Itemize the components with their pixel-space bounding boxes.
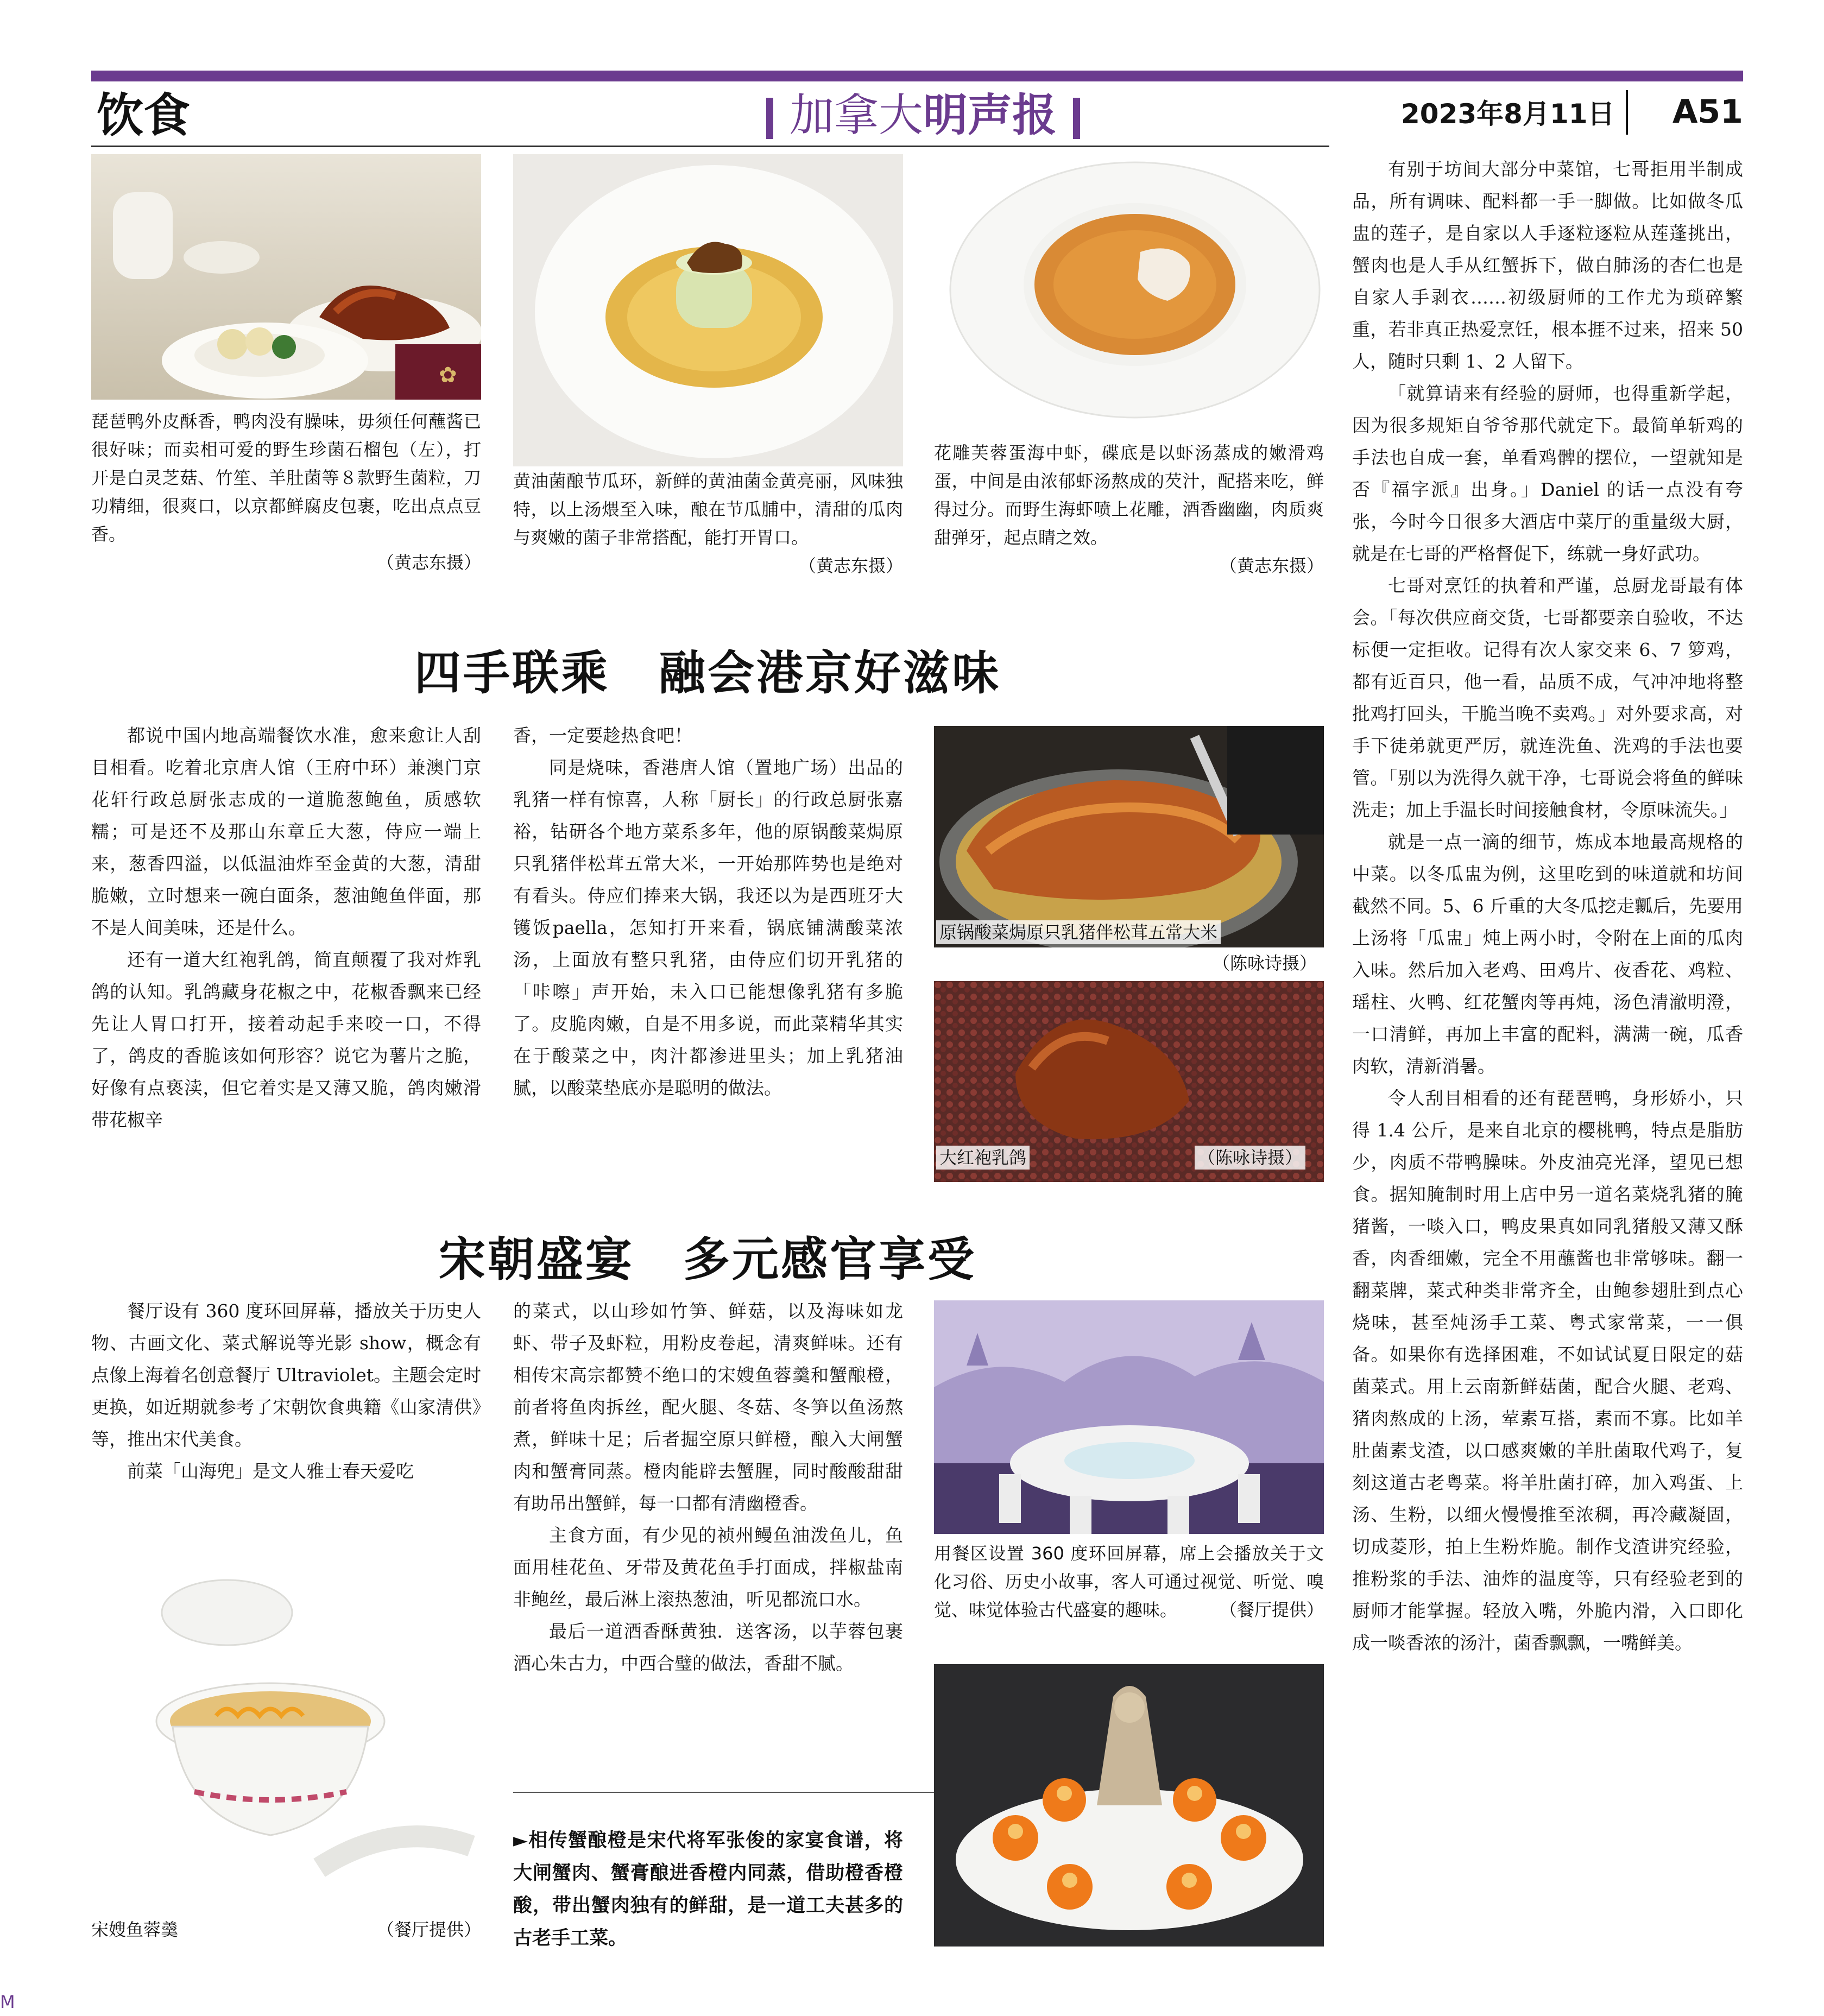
caption-winter-melon-credit: （黄志东摄） xyxy=(798,555,903,576)
photo-pipa-duck xyxy=(91,154,481,400)
article2-col2-para3: 最后一道酒香酥黄独．送客汤，以芋蓉包裹酒心朱古力，中西合璧的做法，香甜不腻。 xyxy=(513,1621,903,1674)
caption-fish-soup-text: 宋嫂鱼蓉羹 xyxy=(91,1919,179,1940)
right-col-para2: 「就算请来有经验的厨师，也得重新学起，因为很多规矩自爷爷那代就定下。最简单斩鸡的手法也自成一套，单看鸡髀的摆位，一望就知是否『福字派』出身。」Daniel 的话一点没有夸张，今时今日很多大酒店中菜厅的重量级大厨，就是在七哥的严格督促下，练就一身好武功。 xyxy=(1352,383,1743,564)
article2-col2-para2: 主食方面，有少见的祯州鳗鱼油泼鱼儿，鱼面用桂花鱼、牙带及黄花鱼手打面成，拌椒盐南非鲍丝，最后淋上滚热葱油，听见都流口水。 xyxy=(513,1525,903,1610)
caption-suckling-pig: 原锅酸菜焗原只乳猪伴松茸五常大米 xyxy=(936,920,1221,944)
right-col-para3: 七哥对烹饪的执着和严谨，总厨龙哥最有体会。「每次供应商交货，七哥都要亲自验收，不达标便一定拒收。记得有次人家交来 6、7 箩鸡，都有近百只，他一看，品质不成，气冲冲地将整批鸡打回头，干脆当晚不卖鸡。」对外要求高，对手下徒弟就更严厉，就连洗鱼、洗鸡的手法也要管。「别以为洗得久就干净，七哥说会将鱼的鲜味洗走；加上手温长时间接触食材，令原味流失。」 xyxy=(1352,575,1743,820)
photo-winter-melon xyxy=(513,154,903,466)
page-number: A51 xyxy=(1672,93,1743,131)
svg-text:✿: ✿ xyxy=(439,363,457,388)
date-separator xyxy=(1626,90,1628,135)
caption-screen-room-text: 用餐区设置 360 度环回屏幕，席上会播放关于文化习俗、历史小故事，客人可通过视觉、听觉、嗅觉、味觉体验古代盛宴的趣味。 xyxy=(934,1543,1324,1620)
masthead xyxy=(733,86,1113,146)
issue-date: 2023年8月11日 xyxy=(1401,98,1615,130)
right-col-para4: 就是一点一滴的细节，炼成本地最高规格的中菜。以冬瓜盅为例，这里吃到的味道就和坊间截然不同。5、6 斤重的大冬瓜挖走瓤后，先要用上汤将「瓜盅」炖上两小时，令附在上面的瓜肉入味。然后加入老鸡、田鸡片、夜香花、鸡粒、瑶柱、火鸭、红花蟹肉等再炖，汤色清澈明澄，一口清鲜，再加上丰富的配料，满满一碗，瓜香肉软，清新消暑。 xyxy=(1352,831,1743,1077)
caption-pigeon-credit: （陈咏诗摄） xyxy=(1195,1146,1305,1170)
masthead-bold: 明声报 xyxy=(923,90,1057,141)
article2-col1-para1: 餐厅设有 360 度环回屏幕，播放关于历史人物、古画文化、菜式解说等光影 show，概念有点像上海着名创意餐厅 Ultraviolet。主题会定时更换，如近期就参考了宋朝饮食典籍《山家清供》等，推出宋代美食。 xyxy=(91,1300,481,1450)
photo-crab-orange xyxy=(934,1664,1324,1947)
caption-suckling-pig-credit: （陈咏诗摄） xyxy=(1212,953,1317,974)
top-color-bar xyxy=(91,71,1743,81)
caption-winter-melon-text: 黄油菌酿节瓜环，新鲜的黄油菌金黄亮丽，风味独特，以上汤煨至入味，酿在节瓜脯中，清甜的瓜肉与爽嫩的菌子非常搭配，能打开胃口。 xyxy=(513,471,903,548)
photo-fish-soup xyxy=(91,1564,481,1911)
masthead-bar-right xyxy=(1073,98,1080,139)
article1-col2-para2: 同是烧味，香港唐人馆（置地广场）出品的乳猪一样有惊喜，人称「厨长」的行政总厨张嘉裕，钻研各个地方菜系多年，他的原锅酸菜焗原只乳猪伴松茸五常大米，一开始那阵势也是绝对有看头。侍应们捧来大锅，我还以为是西班牙大镬饭paella，怎知打开来看，锅底铺满酸菜浓汤，上面放有整只乳猪，由侍应们切开乳猪的「咔嚓」声开始，未入口已能想像乳猪有多脆了。皮脆肉嫩，自是不用多说，而此菜精华其实在于酸菜之中，肉汁都渗进里头；加上乳猪油腻，以酸菜垫底亦是聪明的做法。 xyxy=(513,757,903,1098)
caption-suckling-pig-credit-box xyxy=(934,949,1317,977)
article2-col1-para2: 前菜「山海兜」是文人雅士春天爱吃 xyxy=(127,1461,414,1482)
caption-pipa-duck-credit: （黄志东摄） xyxy=(376,552,481,573)
section-name: 饮食 xyxy=(97,89,190,143)
right-col-para5: 令人刮目相看的还有琵琶鸭，身形娇小，只得 1.4 公斤，是来自北京的樱桃鸭，特点是脂肪少，肉质不带鸭臊味。外皮油亮光泽，望见已想食。据知腌制时用上店中另一道名菜烧乳猪的腌猪酱，一啖入口，鸭皮果真如同乳猪般又薄又酥香，肉香细嫩，完全不用蘸酱也非常够味。翻一翻菜牌，菜式种类非常齐全，由鲍参翅肚到点心烧味，甚至炖汤手工菜、粤式家常菜，一一俱备。如果你有选择困难，不如试试夏日限定的菇菌菜式。用上云南新鲜菇菌，配合火腿、老鸡、猪肉熬成的上汤，荤素互搭，素而不寡。比如羊肚菌素戈渣，以口感爽嫩的羊肚菌取代鸡子，复刻这道古老粤菜。将羊肚菌打碎，加入鸡蛋、上汤、生粉，以细火慢慢推至浓稠，再冷藏凝固，切成菱形，拍上生粉炸脆。制作戈渣讲究经验，推粉浆的手法、油炸的温度等，只有经验老到的厨师才能掌握。轻放入嘴，外脆内滑，入口即化成一啖香浓的汤汁，菌香飘飘，一嘴鲜美。 xyxy=(1352,1088,1743,1653)
header-rule xyxy=(91,146,1329,147)
article2-col2-para1: 的菜式，以山珍如竹笋、鲜菇，以及海味如龙虾、带子及虾粒，用粉皮卷起，清爽鲜味。还有相传宋高宗都赞不绝口的宋嫂鱼蓉羹和蟹酿橙，前者将鱼肉拆丝，配火腿、冬菇、冬笋以鱼汤熬煮，鲜味十足；后者掘空原只鲜橙，酿入大闸蟹肉和蟹膏同蒸。橙肉能辟去蟹腥，同时酸酸甜甜有助吊出蟹鲜，每一口都有清幽橙香。 xyxy=(513,1300,903,1514)
masthead-bar-left xyxy=(766,98,773,139)
article1-column2 xyxy=(513,719,903,1104)
article1-col2-para1: 香，一定要趁热食吧！ xyxy=(513,725,692,746)
photo-suckling-pig xyxy=(934,726,1324,947)
article1-col1-para2: 还有一道大红袍乳鸽，简直颠覆了我对炸乳鸽的认知。乳鸽藏身花椒之中，花椒香飘来已经先让人胃口打开，接着动起手来咬一口，不得了，鸽皮的香脆该如何形容？说它为薯片之脆，好像有点亵渎，但它着实是又薄又脆，鸽肉嫩滑带花椒辛 xyxy=(91,949,481,1130)
headline-four-hands: 四手联乘 融会港京好滋味 xyxy=(414,646,1001,700)
caption-fish-soup-credit: （餐厅提供） xyxy=(376,1919,481,1940)
caption-shrimp-egg xyxy=(934,439,1324,580)
article2-column2 xyxy=(513,1295,903,1679)
footer-mark: M xyxy=(0,1992,15,2012)
caption-screen-room-credit: （餐厅提供） xyxy=(1219,1600,1324,1620)
photo-screen-room xyxy=(934,1300,1324,1534)
article2-column1 xyxy=(91,1295,481,1487)
caption-pipa-duck-text: 琵琶鸭外皮酥香，鸭肉没有臊味，毋须任何蘸酱已很好味；而卖相可爱的野生珍菌石榴包（左），打开是白灵芝菇、竹笙、羊肚菌等８款野生菌粒，刀功精细，很爽口，以京都鲜腐皮包裹，吃出点点豆香。 xyxy=(91,411,481,545)
article1-column1 xyxy=(91,719,481,1136)
caption-fish-soup xyxy=(91,1916,481,1944)
sidenote-crab-orange: ►相传蟹酿橙是宋代将军张俊的家宴食谱，将大闸蟹肉、蟹膏酿进香橙内同蒸，借助橙香橙酸，带出蟹肉独有的鲜甜，是一道工夫甚多的古老手工菜。 xyxy=(513,1830,903,1949)
caption-shrimp-egg-credit: （黄志东摄） xyxy=(1219,555,1324,576)
caption-winter-melon xyxy=(513,467,903,580)
caption-pipa-duck xyxy=(91,407,481,577)
right-column xyxy=(1352,153,1743,1659)
caption-screen-room xyxy=(934,1539,1324,1624)
headline-song-banquet: 宋朝盛宴 多元感官享受 xyxy=(439,1232,976,1287)
caption-pigeon: 大红袍乳鸽 xyxy=(936,1146,1030,1170)
sidenote-rule xyxy=(513,1792,934,1793)
caption-shrimp-egg-text: 花雕芙蓉蛋海中虾，碟底是以虾汤蒸成的嫩滑鸡蛋，中间是由浓郁虾汤熬成的芡汁，配搭来吃，鲜得过分。而野生海虾喷上花雕，酒香幽幽，肉质爽甜弹牙，起点睛之效。 xyxy=(934,443,1324,548)
article1-col1-para1: 都说中国内地高端餐饮水准，愈来愈让人刮目相看。吃着北京唐人馆（王府中环）兼澳门京花轩行政总厨张志成的一道脆葱鲍鱼，质感软糯；可是还不及那山东章丘大葱，侍应一端上来，葱香四溢，以低温油炸至金黄的大葱，清甜脆嫩，立时想来一碗白面条，葱油鲍鱼伴面，那不是人间美味，还是什么。 xyxy=(91,725,481,938)
masthead-plain: 加拿大 xyxy=(789,90,923,141)
right-col-para1: 有别于坊间大部分中菜馆，七哥拒用半制成品，所有调味、配料都一手一脚做。比如做冬瓜盅的莲子，是自家以人手逐粒逐粒从莲蓬挑出，蟹肉也是人手从红蟹拆下，做白肺汤的杏仁也是自家人手剥衣……初级厨师的工作尤为琐碎繁重，若非真正热爱烹饪，根本捱不过来，招来 50 人，随时只剩 1、2 人留下。 xyxy=(1352,159,1743,372)
photo-shrimp-egg xyxy=(934,154,1324,437)
